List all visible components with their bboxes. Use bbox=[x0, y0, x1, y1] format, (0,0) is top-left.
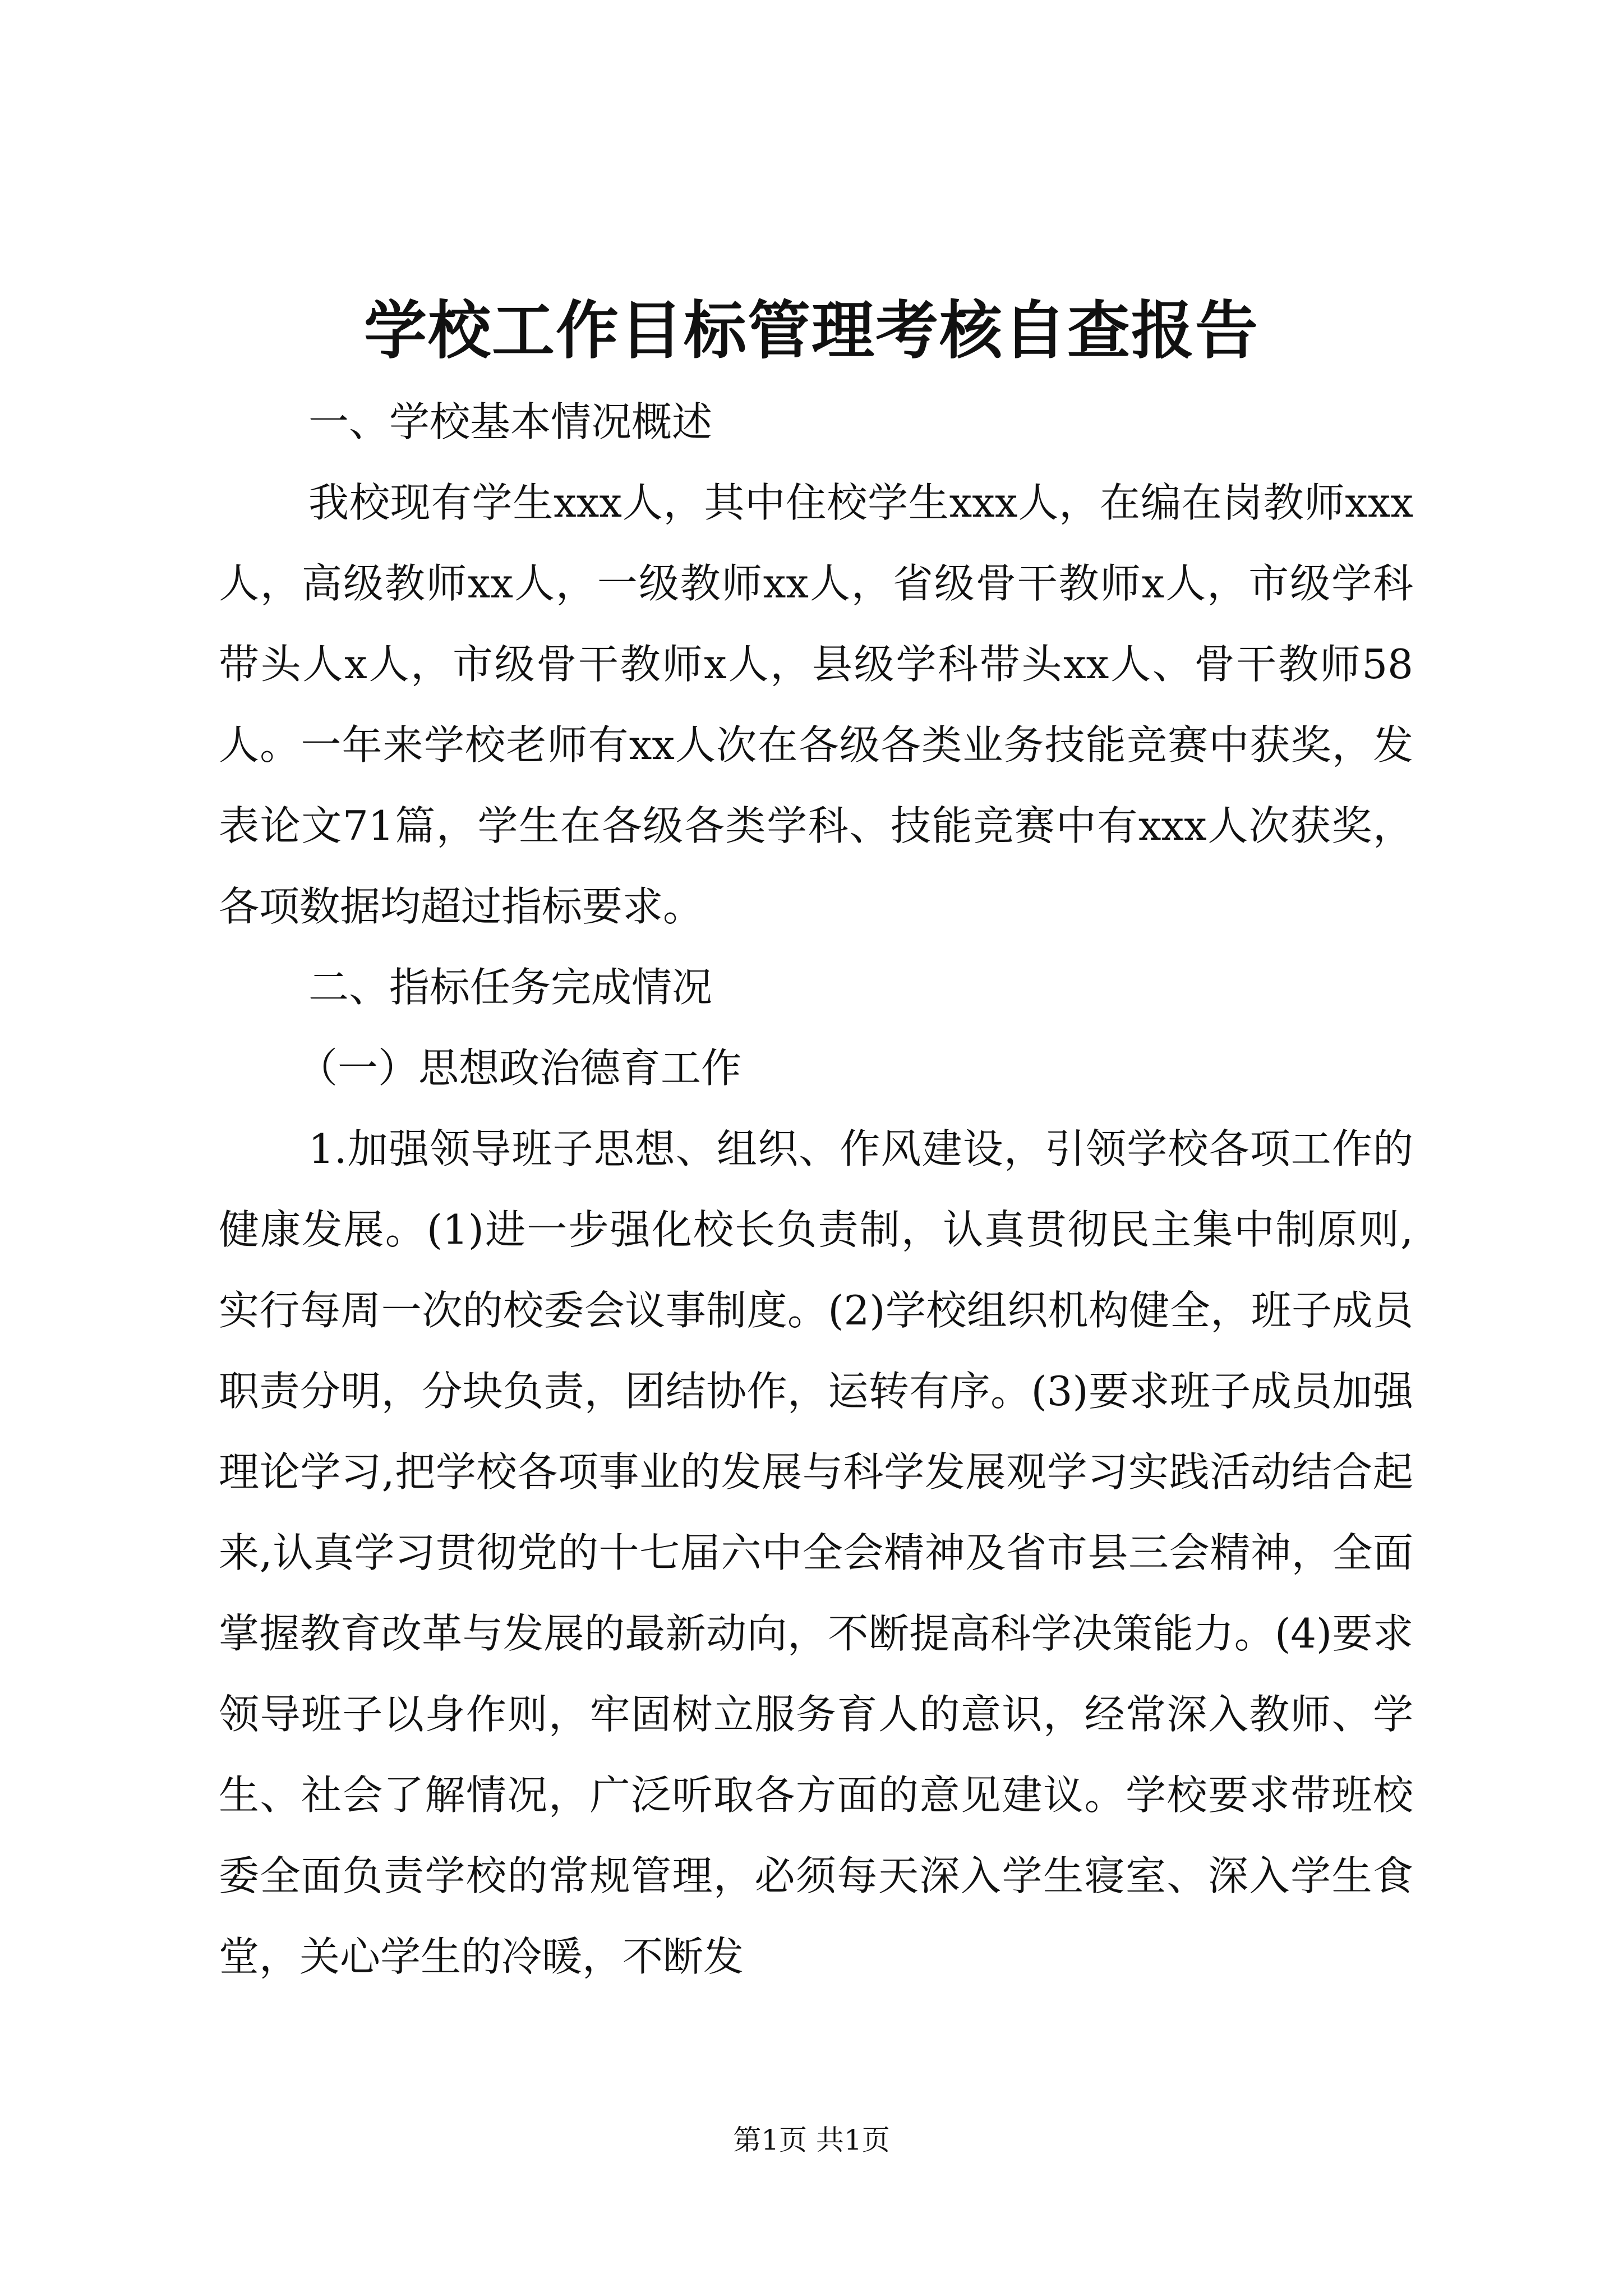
section-heading-tasks: 二、指标任务完成情况 bbox=[308, 964, 713, 1011]
document-body bbox=[219, 381, 1413, 1997]
document-title: 学校工作目标管理考核自查报告 bbox=[364, 294, 1259, 367]
section-heading-overview: 一、学校基本情况概述 bbox=[308, 398, 713, 445]
page-footer: 第1页 共1页 bbox=[733, 2124, 890, 2156]
paragraph-overview: 我校现有学生xxx人，其中住校学生xxx人，在编在岗教师xxx人，高级教师xx人，一级教师xx人，省级骨干教师x人，市级学科带头人x人，市级骨干教师x人，县级学科带头xx人、骨干教师58人。一年来学校老师有xx人次在各级各类业务技能竞赛中获奖，发表论文71篇，学生在各级各类学科、技能竞赛中有xxx人次获奖，各项数据均超过指标要求。 bbox=[219, 479, 1413, 930]
subsection-heading-moral: （一）思想政治德育工作 bbox=[297, 1045, 742, 1092]
paragraph-leadership: 1.加强领导班子思想、组织、作风建设，引领学校各项工作的健康发展。(1)进一步强化校长负责制，认真贯彻民主集中制原则,实行每周一次的校委会议事制度。(2)学校组织机构健全，班子成员职责分明，分块负责，团结协作，运转有序。(3)要求班子成员加强理论学习,把学校各项事业的发展与科学发展观学习实践活动结合起来,认真学习贯彻党的十七届六中全会精神及省市县三会精神，全面掌握教育改革与发展的最新动向，不断提高科学决策能力。(4)要求领导班子以身作则，牢固树立服务育人的意识，经常深入教师、学生、社会了解情况，广泛听取各方面的意见建议。学校要求带班校委全面负责学校的常规管理，必须每天深入学生寝室、深入学生食堂，关心学生的冷暖，不断发 bbox=[219, 1125, 1413, 1980]
